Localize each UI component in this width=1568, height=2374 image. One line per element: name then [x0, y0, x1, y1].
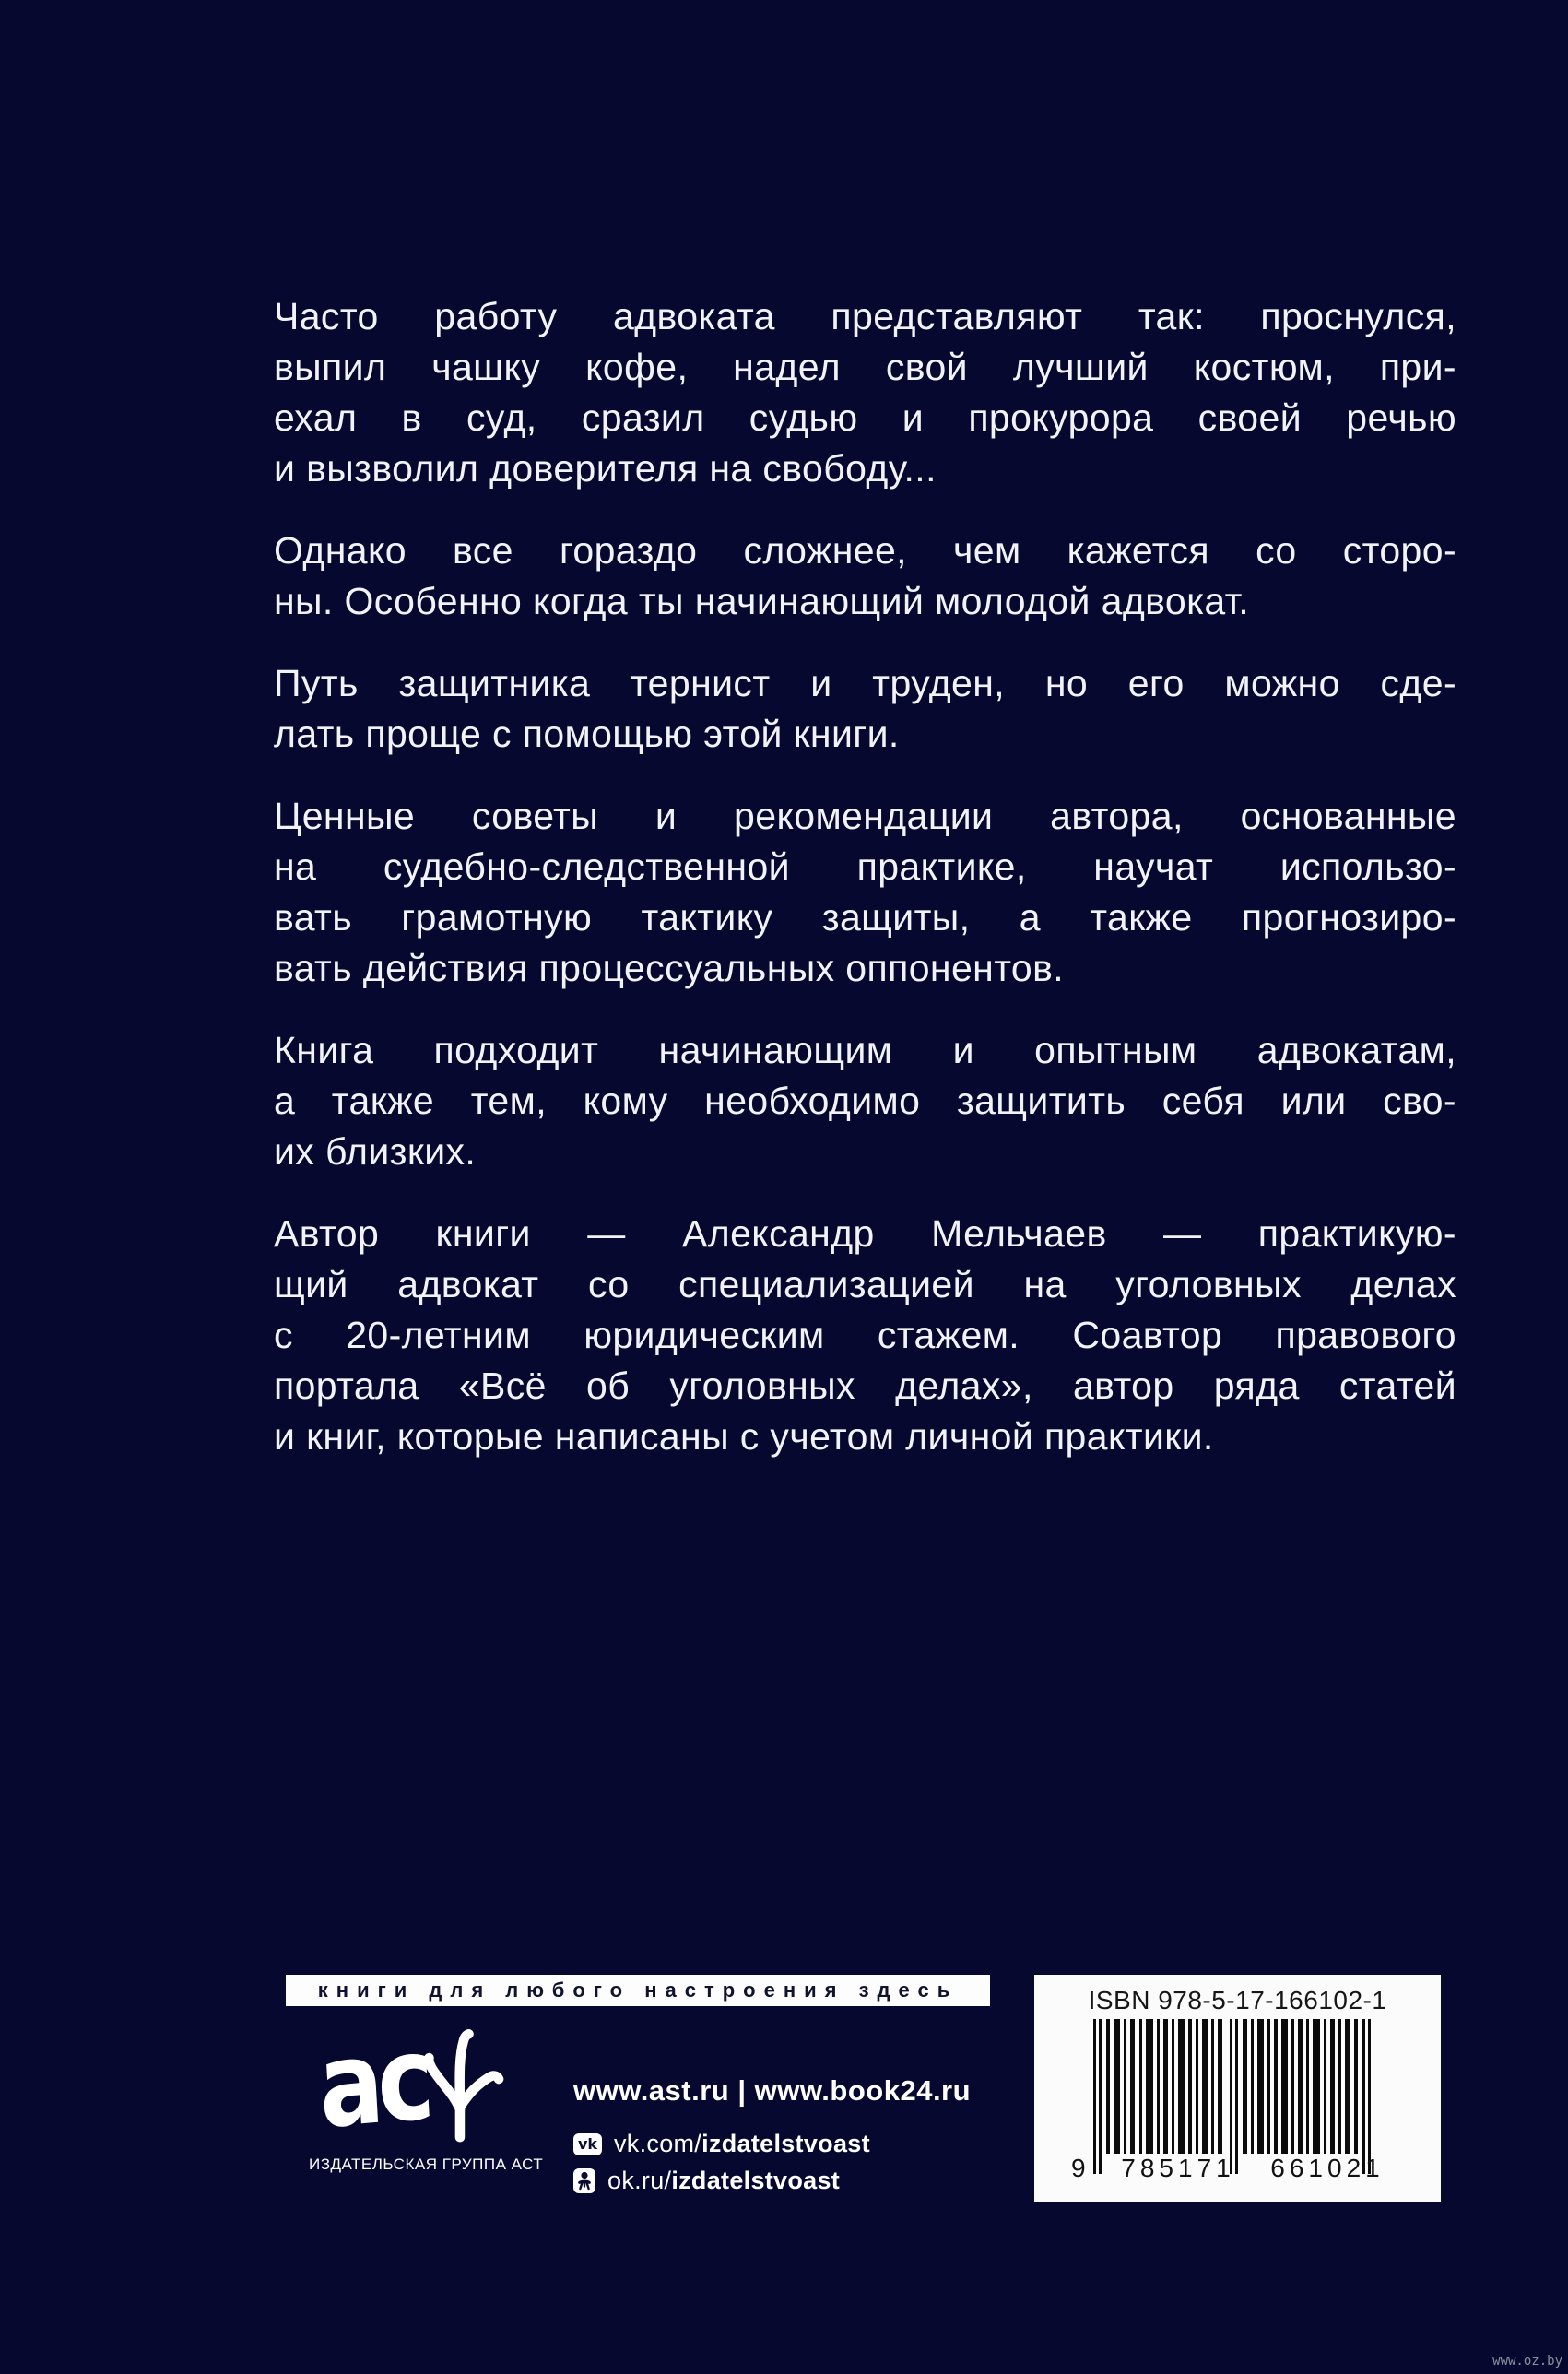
paragraph — [274, 291, 1456, 494]
ok-link-prefix: ok.ru/ — [607, 2167, 672, 2194]
paragraph — [274, 658, 1456, 760]
body-line: с 20-летним юридическим стажем. Соавтор правового — [274, 1314, 1456, 1356]
websites-line: www.ast.ru | www.book24.ru — [573, 2074, 972, 2107]
body-line: лать проще с помощью этой книги. — [274, 713, 900, 755]
ok-icon — [573, 2168, 595, 2193]
body-line: Ценные советы и рекомендации автора, основанные — [274, 795, 1456, 837]
barcode-digit-lead: 9 — [1071, 2154, 1091, 2182]
body-line: вать грамотную тактику защиты, а также прогнозиро- — [274, 896, 1456, 939]
body-line: и вызволил доверителя на свободу... — [274, 447, 937, 490]
paragraph — [274, 1025, 1456, 1177]
bookstore-banner — [286, 1975, 990, 2006]
ast-logo-letters: ac — [314, 2010, 431, 2155]
body-line: Книга подходит начинающим и опытным адвокатам, — [274, 1029, 1456, 1071]
paragraph — [274, 526, 1456, 627]
body-line: щий адвокат со специализацией на уголовных делах — [274, 1263, 1456, 1305]
cactus-icon — [405, 2019, 513, 2143]
vk-link-account: izdatelstvoast — [701, 2130, 870, 2157]
body-line: ны. Особенно когда ты начинающий молодой адвокат. — [274, 580, 1250, 622]
barcode-digit-group1: 785171 — [1121, 2154, 1235, 2182]
publisher-group-label: ИЗДАТЕЛЬСКАЯ ГРУППА АСТ — [309, 2155, 544, 2173]
body-line: а также тем, кому необходимо защитить себя или сво- — [274, 1080, 1456, 1122]
vk-link-prefix: vk.com/ — [614, 2130, 702, 2157]
body-line: выпил чашку кофе, надел свой лучший костюм, при- — [274, 346, 1456, 388]
vk-link — [614, 2130, 870, 2158]
watermark: www.oz.by — [1492, 2354, 1562, 2368]
banner-label: книги для любого настроения здесь — [317, 1978, 959, 2002]
body-line: ехал в суд, сразил судью и прокурора своей речью — [274, 396, 1456, 439]
body-line: Часто работу адвоката представляют так: проснулся, — [274, 295, 1456, 337]
barcode-bars — [1093, 2019, 1373, 2176]
vk-row — [573, 2130, 971, 2158]
body-line: Автор книги — Александр Мельчаев — практикую- — [274, 1212, 1456, 1255]
body-line: и книг, которые написаны с учетом личной практики. — [274, 1415, 1214, 1458]
isbn-label: ISBN 978-5-17-166102-1 — [1088, 1986, 1387, 2014]
vk-icon: vk — [573, 2133, 602, 2155]
ast-logo — [309, 2010, 544, 2181]
body-line: портала «Всё об уголовных делах», автор ряда статей — [274, 1364, 1456, 1407]
ok-person-glyph — [577, 2171, 592, 2191]
barcode-digit-group2: 661021 — [1270, 2154, 1385, 2182]
ok-link — [607, 2167, 840, 2195]
body-line: Путь защитника тернист и труден, но его можно сде- — [274, 662, 1456, 704]
body-line: на судебно-следственной практике, научат использо- — [274, 845, 1456, 888]
paragraph — [274, 1209, 1456, 1462]
body-line: их близких. — [274, 1130, 477, 1173]
paragraph — [274, 791, 1456, 994]
body-text — [274, 291, 1456, 1462]
isbn-barcode — [1034, 1975, 1441, 2202]
ok-row — [573, 2167, 971, 2195]
publisher-links — [573, 2074, 971, 2195]
body-line: вать действия процессуальных оппонентов. — [274, 947, 1065, 989]
barcode-digits — [1071, 2154, 1403, 2183]
ok-link-account: izdatelstvoast — [671, 2167, 841, 2194]
body-line: Однако все гораздо сложнее, чем кажется со сторо- — [274, 529, 1456, 572]
